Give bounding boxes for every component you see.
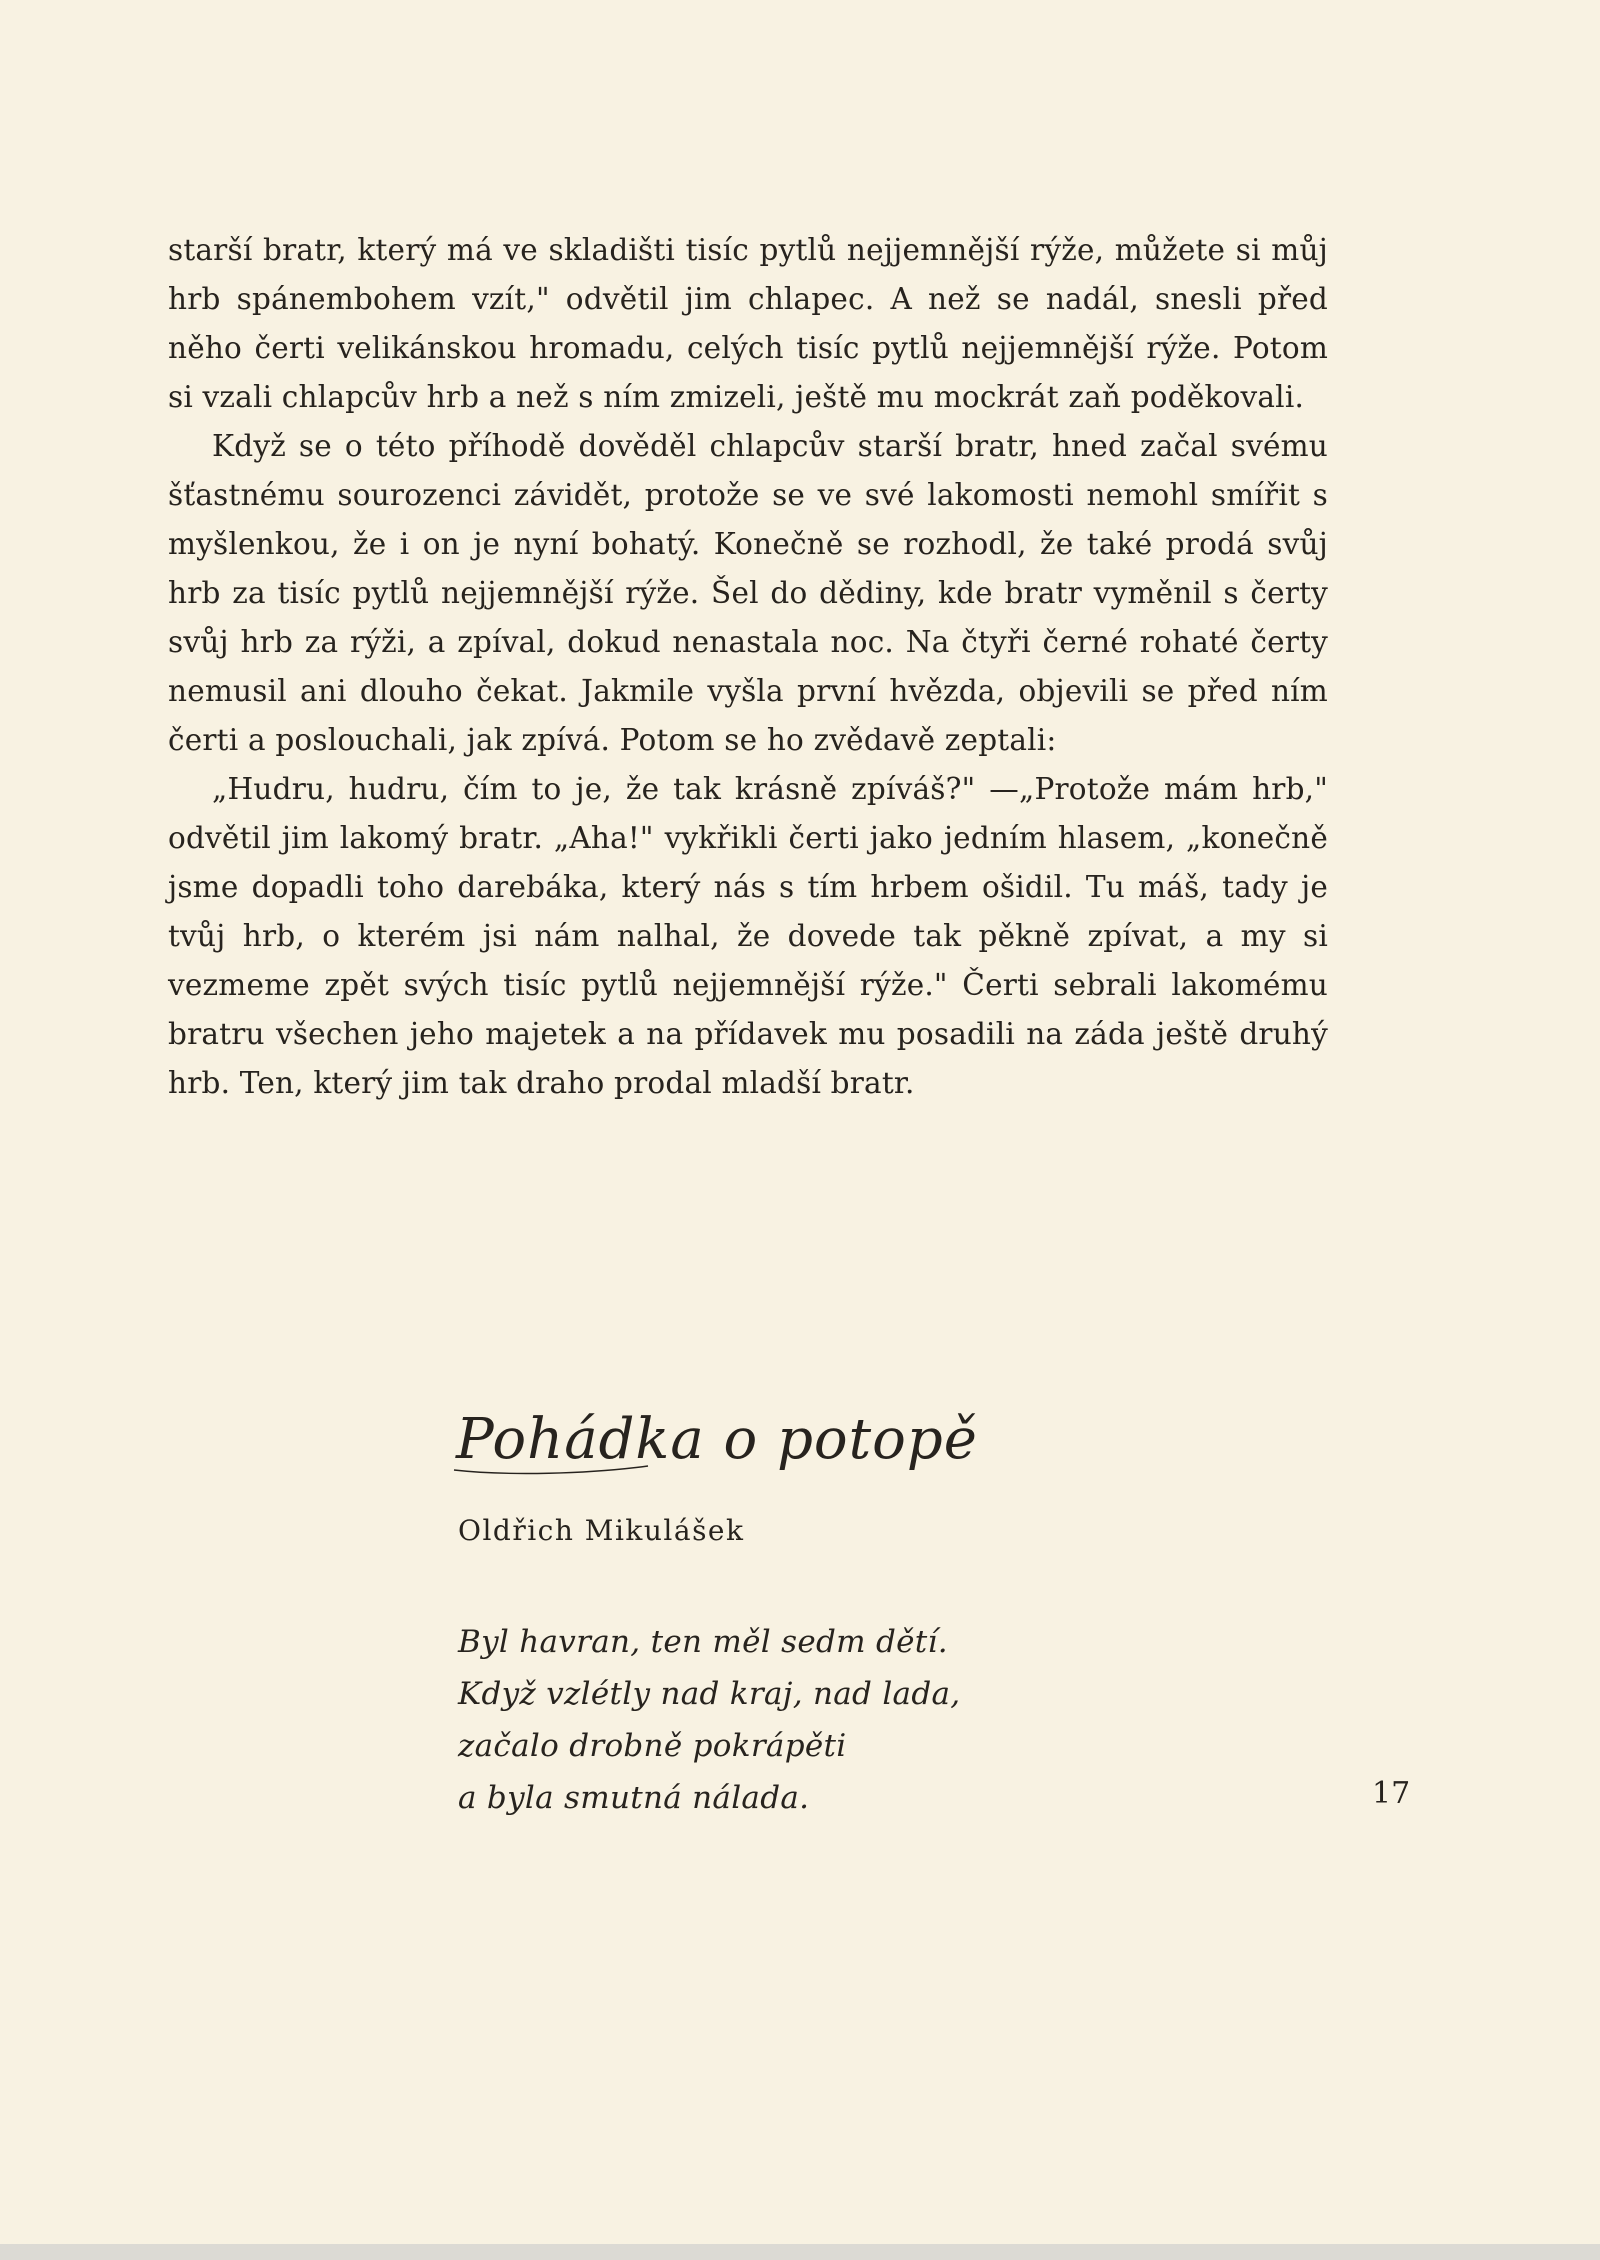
story-title-calligraphy (448, 1400, 1008, 1480)
paragraph-1: starší bratr, který má ve skladišti tisíc pytlů nejjemnější rýže, můžete si můj hrb spánembohem vzít," odvětil jim chlapec. A než se nadál, snesli před něho čerti velikánskou hromadu, celých tisíc pytlů nejjemnější rýže. Potom si vzali chlapcův hrb a než s ním zmizeli, ještě mu mockrát zaň poděkovali. (168, 233, 1328, 414)
poem-line-4: a byla smutná nálada. (458, 1780, 810, 1816)
paragraph-3: „Hudru, hudru, čím to je, že tak krásně zpíváš?" —„Protože mám hrb," odvětil jim lakomý bratr. „Aha!" vykřikli čerti jako jedním hlasem, „konečně jsme dopadli toho darebáka, který nás s tím hrbem ošidil. Tu máš, tady je tvůj hrb, o kterém jsi nám nalhal, že dovede tak pěkně zpívat, a my si vezmeme zpět svých tisíc pytlů nejjemnější rýže." Čerti sebrali lakomému bratru všechen jeho majetek a na přídavek mu posadili na záda ještě druhý hrb. Ten, který jim tak draho prodal mladší bratr. (168, 772, 1328, 1100)
poem-line-3: začalo drobně pokrápěti (458, 1728, 847, 1764)
story-title (448, 1400, 1008, 1480)
poem (458, 1616, 960, 1824)
poem-line-1: Byl havran, ten měl sedm dětí. (458, 1624, 948, 1660)
page-number: 17 (1372, 1776, 1411, 1811)
story-title-text: Pohádka o potopě (456, 1407, 978, 1472)
story-text (168, 226, 1328, 1108)
paragraph-2: Když se o této příhodě dověděl chlapcův starší bratr, hned začal svému šťastnému sourozenci závidět, protože se ve své lakomosti nemohl smířit s myšlenkou, že i on je nyní bohatý. Konečně se rozhodl, že také prodá svůj hrb za tisíc pytlů nejjemnější rýže. Šel do dědiny, kde bratr vyměnil s čerty svůj hrb za rýži, a zpíval, dokud nenastala noc. Na čtyři černé rohaté čerty nemusil ani dlouho čekat. Jakmile vyšla první hvězda, objevili se před ním čerti a poslouchali, jak zpívá. Potom se ho zvědavě zeptali: (168, 429, 1328, 757)
story-author: Oldřich Mikulášek (458, 1514, 745, 1547)
poem-line-2: Když vzlétly nad kraj, nad lada, (458, 1676, 961, 1712)
scan-edge (0, 2244, 1600, 2260)
